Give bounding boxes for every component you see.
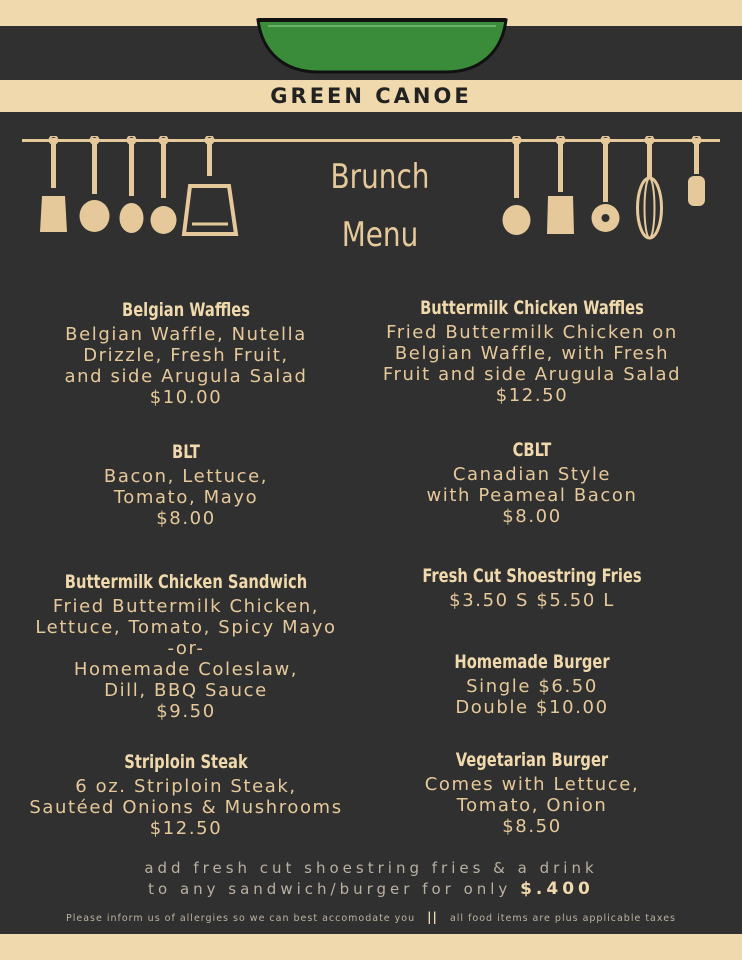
item-name: Striploin Steak xyxy=(124,751,248,773)
item-price: $8.50 xyxy=(502,816,562,837)
item-name: Fresh Cut Shoestring Fries xyxy=(422,565,642,587)
item-name: Belgian Waffles xyxy=(122,299,250,321)
item-line: Tomato, Mayo xyxy=(113,487,259,508)
item-belgian-waffles xyxy=(10,296,362,408)
item-price: Double $10.00 xyxy=(455,697,609,718)
item-line: Fried Buttermilk Chicken, xyxy=(52,596,320,617)
item-line: 6 oz. Striploin Steak, xyxy=(75,776,297,797)
item-price: $8.00 xyxy=(156,508,216,529)
menu-title xyxy=(314,148,445,264)
item-price: $12.50 xyxy=(149,818,223,839)
item-line: Comes with Lettuce, xyxy=(424,774,640,795)
item-line: Homemade Coleslaw, xyxy=(73,659,299,680)
item-striploin-steak xyxy=(10,748,362,839)
item-line: Sautéed Onions & Mushrooms xyxy=(29,797,343,818)
item-name: Homemade Burger xyxy=(454,651,610,673)
offer-line-1: add fresh cut shoestring fries & a drink xyxy=(144,859,598,877)
item-price: $12.50 xyxy=(495,385,569,406)
bottom-band xyxy=(0,934,742,960)
item-line: Tomato, Onion xyxy=(456,795,608,816)
item-price: $10.00 xyxy=(149,387,223,408)
brand-name: GREEN CANOE xyxy=(270,84,472,108)
item-chicken-waffles xyxy=(362,294,702,406)
item-blt xyxy=(10,438,362,529)
item-price: $8.00 xyxy=(502,506,562,527)
allergy-text: Please inform us of allergies so we can best accomodate you xyxy=(66,913,416,924)
item-line: Belgian Waffle, with Fresh xyxy=(394,343,670,364)
allergy-note xyxy=(0,910,742,924)
offer-price: $.400 xyxy=(520,879,594,899)
item-line: and side Arugula Salad xyxy=(64,366,308,387)
item-chicken-sandwich xyxy=(10,568,362,722)
item-line: Canadian Style xyxy=(452,464,612,485)
item-homemade-burger xyxy=(362,648,702,718)
tax-text: all food items are plus applicable taxes xyxy=(449,913,676,924)
offer-line-2-text: to any sandwich/burger for only xyxy=(148,880,512,898)
add-on-offer xyxy=(0,858,742,900)
item-vegetarian-burger xyxy=(362,746,702,837)
item-cblt xyxy=(362,436,702,527)
item-price: $9.50 xyxy=(156,701,216,722)
item-line: -or- xyxy=(167,638,205,659)
item-line: Fried Buttermilk Chicken on xyxy=(386,322,678,343)
note-separator: || xyxy=(427,910,438,924)
title-line-1: Brunch xyxy=(330,157,430,197)
item-line: Drizzle, Fresh Fruit, xyxy=(83,345,289,366)
item-line: Bacon, Lettuce, xyxy=(103,466,269,487)
canoe-logo-icon xyxy=(254,14,510,76)
right-utensils-icon xyxy=(498,136,718,240)
item-line: Dill, BBQ Sauce xyxy=(104,680,268,701)
item-shoestring-fries xyxy=(362,562,702,611)
item-price: $3.50 S $5.50 L xyxy=(449,590,615,611)
item-name: CBLT xyxy=(512,439,552,461)
item-name: BLT xyxy=(172,441,200,463)
item-line: Fruit and side Arugula Salad xyxy=(382,364,682,385)
item-line: with Peameal Bacon xyxy=(426,485,638,506)
item-name: Buttermilk Chicken Waffles xyxy=(420,297,644,319)
left-utensils-icon xyxy=(34,136,244,240)
offer-line-2 xyxy=(0,879,742,900)
item-line: Lettuce, Tomato, Spicy Mayo xyxy=(35,617,337,638)
item-name: Buttermilk Chicken Sandwich xyxy=(64,571,308,593)
item-price: Single $6.50 xyxy=(466,676,598,697)
title-line-2: Menu xyxy=(341,215,419,255)
item-name: Vegetarian Burger xyxy=(455,749,609,771)
item-line: Belgian Waffle, Nutella xyxy=(65,324,307,345)
